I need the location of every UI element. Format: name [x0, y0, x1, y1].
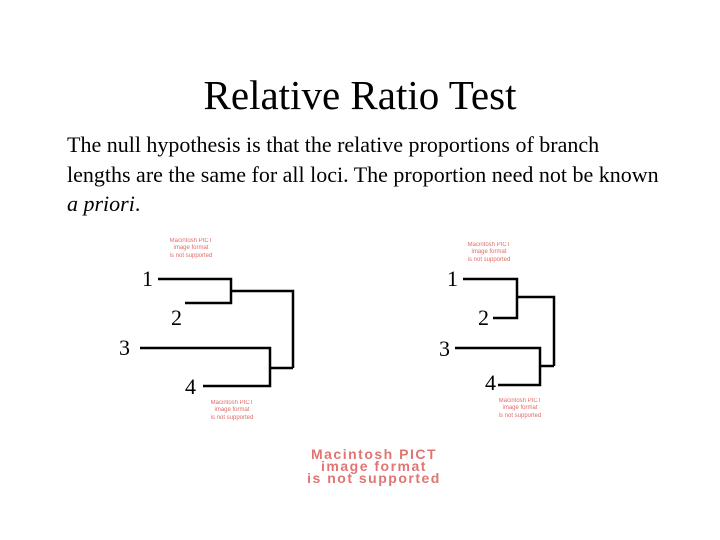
placeholder-line: image format [214, 407, 250, 414]
right-tree-label-1: 1 [447, 266, 458, 291]
left-tree-label-3: 3 [119, 335, 130, 360]
left-tree-branch-12 [158, 279, 231, 303]
placeholder-line: Macintosh PICT [210, 399, 254, 406]
placeholder-line: Macintosh PICT [498, 397, 542, 404]
placeholder-line: is not supported [467, 256, 511, 263]
placeholder-line: image format [471, 249, 507, 256]
right-tree-branch-12-stem [517, 297, 554, 366]
right-tree-label-2: 2 [478, 305, 489, 330]
body-text-main: The null hypothesis is that the relative proportions of branch lengths are the same for all loci. The proportion need not be known [67, 132, 659, 187]
placeholder-line: Macintosh PICT [169, 237, 213, 244]
placeholder-line: is not supported [498, 412, 542, 419]
placeholder-line: image format [502, 405, 538, 412]
right-tree [455, 279, 554, 385]
body-text-italic: a priori [67, 191, 135, 216]
right-tree-branch-12 [463, 279, 517, 318]
placeholder-line: is not supported [307, 470, 441, 486]
left-tree-label-4: 4 [185, 374, 196, 399]
left-tree-label-1: 1 [142, 266, 153, 291]
slide-title: Relative Ratio Test [203, 72, 517, 118]
left-tree-branch-34 [140, 348, 270, 386]
body-text-end: . [134, 191, 141, 216]
left-tree [140, 279, 293, 386]
placeholder-line: is not supported [210, 414, 254, 421]
placeholder-line: Macintosh PICT [467, 241, 511, 248]
placeholder-line: is not supported [169, 252, 213, 259]
right-tree-label-3: 3 [439, 336, 450, 361]
placeholder-line: image format [173, 245, 209, 252]
right-tree-branch-34 [455, 348, 540, 385]
placeholder-line: image format [321, 458, 427, 474]
left-tree-branch-12-stem [231, 291, 293, 368]
right-tree-label-4: 4 [485, 370, 496, 395]
placeholder-line: Macintosh PICT [310, 446, 437, 462]
left-tree-label-2: 2 [171, 305, 182, 330]
